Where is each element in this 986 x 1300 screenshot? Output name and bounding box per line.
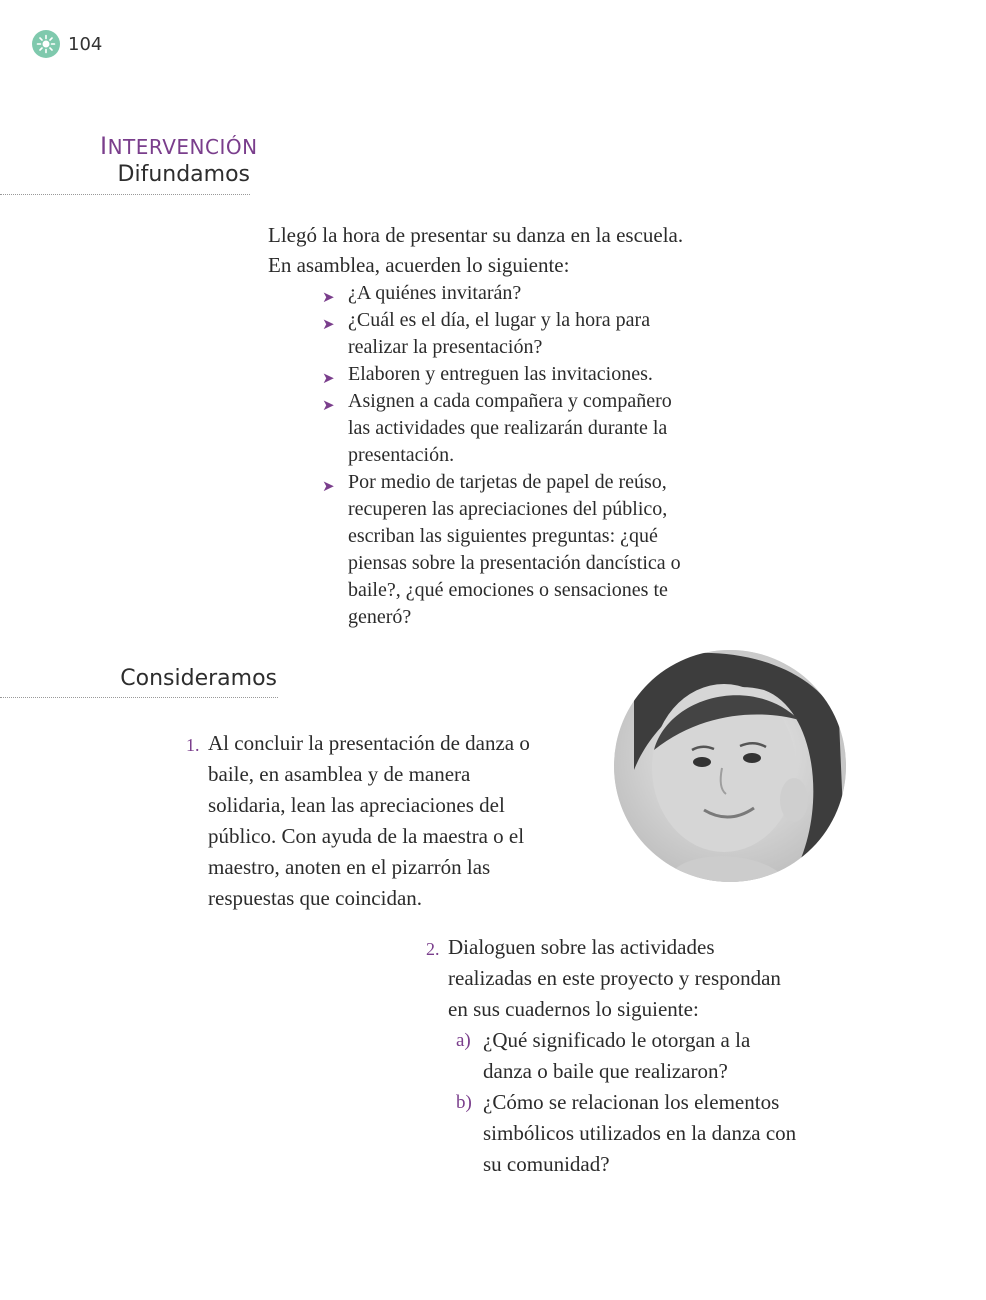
sun-icon xyxy=(32,30,60,58)
item-text: Dialoguen sobre las actividades realizadas en este proyecto y respondan en sus cuadernos lo siguiente: xyxy=(448,935,781,1021)
sub-item-label: a) xyxy=(456,1030,471,1051)
sub-item-text: ¿Cómo se relacionan los elementos simbólicos utilizados en la danza con su comunidad? xyxy=(483,1090,797,1176)
item-text: Al concluir la presentación de danza o baile, en asamblea y de manera solidaria, lean las apreciaciones del público. Con ayuda de la maestra o el maestro, anoten en el pizarrón las respuestas que coincidan. xyxy=(208,731,530,910)
list-item: ➤ Asignen a cada compañera y compañero las actividades que realizarán durante la presentación. xyxy=(322,390,672,466)
triangle-bullet-icon: ➤ xyxy=(322,477,335,495)
section-divider xyxy=(0,194,250,195)
item-number: 1. xyxy=(186,735,200,755)
item-number: 2. xyxy=(426,939,440,959)
consideramos-title: Consideramos xyxy=(120,666,277,691)
page-number-text: 104 xyxy=(68,33,103,55)
bullet-list xyxy=(322,280,697,631)
sub-item-b xyxy=(456,1087,798,1180)
list-item: ➤ ¿Cuál es el día, el lugar y la hora para realizar la presentación? xyxy=(322,309,651,358)
triangle-bullet-icon: ➤ xyxy=(322,369,335,387)
intro-paragraph: Llegó la hora de presentar su danza en la escuela. En asamblea, acuerden lo siguiente: xyxy=(268,223,684,277)
list-item: ➤ Por medio de tarjetas de papel de reúso, recuperen las apreciaciones del público, escriban las siguientes preguntas: ¿qué piensas sobre la presentación dancística o baile?, ¿qué emociones o sensaciones te generó? xyxy=(322,471,681,628)
triangle-bullet-icon: ➤ xyxy=(322,396,335,414)
numbered-item-2 xyxy=(426,932,798,1180)
page-number xyxy=(32,30,102,58)
triangle-bullet-icon: ➤ xyxy=(322,315,335,333)
girl-portrait-image xyxy=(614,650,846,882)
sub-item-label: b) xyxy=(456,1092,472,1113)
sub-item-text: ¿Qué significado le otorgan a la danza o baile que realizaron? xyxy=(483,1028,751,1083)
consideramos-divider xyxy=(0,697,278,698)
sub-item-a xyxy=(456,1025,798,1087)
section-label: INTERVENCIÓN xyxy=(100,132,258,160)
section-title: Difundamos xyxy=(117,162,250,187)
list-item: ➤ Elaboren y entreguen las invitaciones. xyxy=(322,361,697,388)
list-item: ➤ ¿A quiénes invitarán? xyxy=(322,280,697,307)
triangle-bullet-icon: ➤ xyxy=(322,288,335,306)
numbered-item-1 xyxy=(186,728,546,914)
sub-list xyxy=(456,1025,798,1180)
